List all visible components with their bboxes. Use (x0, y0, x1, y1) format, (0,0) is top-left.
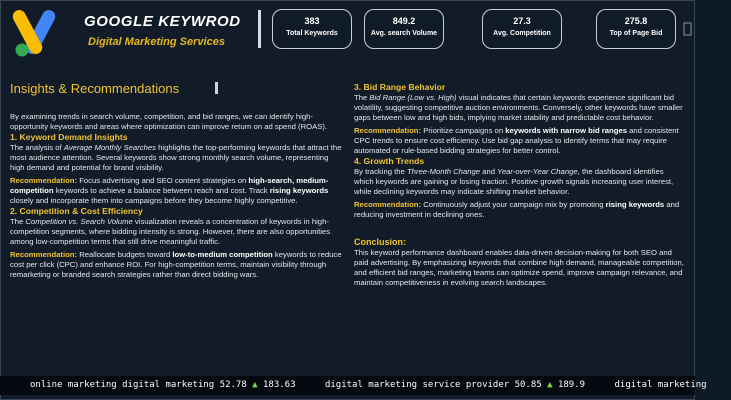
ticker-text: online marketing digital marketing 52.78 (30, 380, 253, 390)
text-run: highlights the top-performing keywords that attract the most audience attention. Several keywords show strong monthly search volume, representing high demand and potential for brand visibility. (10, 143, 342, 172)
text-run: , the dashboard identifies which keywords are gaining or losing traction. Positive growth signals increasing user interest, while declining keywords may indicate shifting market behavior. (354, 167, 674, 196)
text-run: and consistent CPC trends to ensure cost efficiency. Use bid gap analysis to identify terms that may require automated or rule-based bidding strategies for better control. (354, 126, 679, 155)
text-run-italic: Competition vs. Search Volume (25, 217, 133, 226)
text-run: The analysis of (10, 143, 64, 152)
ticker-change: 183.63 (257, 380, 296, 390)
kpi-label: Top of Page Bid (609, 30, 663, 37)
ticker-item[interactable] (30, 380, 296, 390)
text-run-italic: Three-Month Change (406, 167, 481, 176)
insights-left-column (10, 78, 342, 280)
kpi-value: 383 (304, 16, 320, 26)
google-ads-logo-icon (10, 6, 74, 56)
dashboard-title: GOOGLE KEYWROD (84, 13, 241, 30)
bid-range-recommendation (354, 126, 684, 156)
text-run: The (10, 217, 26, 226)
text-run: visualization reveals a concentration of keywords in high-competition segments, where bidding intensity is strong. However, there are also opportunities among low-competition terms that still drive meaningful traffic. (10, 217, 331, 246)
header-divider (258, 10, 261, 48)
insights-right-column (354, 82, 684, 288)
section-heading (10, 82, 342, 96)
text-run-italic: Year-over-Year Change (497, 167, 578, 176)
competition-recommendation (10, 250, 342, 280)
kpi-top-of-page-bid (596, 9, 676, 49)
text-run: Prioritize campaigns on (421, 126, 506, 135)
growth-trends-heading: 4. Growth Trends (354, 156, 425, 166)
bid-range-paragraph (354, 93, 684, 123)
text-run: and (480, 167, 498, 176)
text-run-bold: low-to-medium competition (172, 250, 273, 259)
conclusion-paragraph: This keyword performance dashboard enables data-driven decision-making for both SEO and paid advertising. By emphasizing keywords that combine high demand, manageable competition, and efficient bid ranges, marketing teams can optimize spend, improve campaign relevance, and maintain competitiveness in evolving search landscapes. (354, 248, 684, 287)
recommendation-label: Recommendation: (354, 126, 422, 135)
up-arrow-icon: ▲ (252, 380, 258, 390)
text-run: The (354, 93, 370, 102)
text-run-bold: keywords with narrow bid ranges (505, 126, 627, 135)
keyword-ticker (0, 376, 707, 395)
text-cursor-icon (215, 82, 218, 94)
ticker-change: 189.9 (552, 380, 586, 390)
recommendation-label: Recommendation: (10, 176, 78, 185)
text-run-italic: Bid Range (Low vs. High) (369, 93, 457, 102)
text-run: keywords to achieve a balance between reach and cost. Track (53, 186, 270, 195)
text-run-bold: rising keywords (605, 200, 665, 209)
bid-range-heading: 3. Bid Range Behavior (354, 82, 446, 92)
kpi-label: Avg. Competition (493, 30, 551, 37)
up-arrow-icon: ▲ (547, 380, 553, 390)
kpi-avg-competition (482, 9, 562, 49)
text-run: Continuously adjust your campaign mix by promoting (421, 200, 606, 209)
dashboard-subtitle: Digital Marketing Services (88, 36, 225, 48)
kpi-value: 27.3 (513, 16, 531, 26)
ticker-track (30, 380, 731, 390)
spacer (354, 220, 684, 236)
growth-trends-paragraph (354, 167, 684, 197)
competition-heading: 2. Competition & Cost Efficiency (10, 206, 143, 216)
kpi-value: 849.2 (392, 16, 416, 26)
growth-trends-recommendation (354, 200, 684, 220)
text-run: visual indicates that certain keywords experience significant bid volatility, suggesting competitive auction environments. Conversely, other keywords have smaller gaps between low and high bids, implying market stability and predictable cost behavior. (354, 93, 683, 122)
kpi-total-keywords (272, 9, 352, 49)
kpi-value: 275.8 (624, 16, 648, 26)
keyword-demand-paragraph (10, 143, 342, 173)
ticker-item[interactable] (325, 380, 585, 390)
ticker-item[interactable] (614, 380, 706, 390)
text-run-italic: Average Monthly Searches (63, 143, 157, 152)
text-run-bold: high-search, medium-competition (10, 176, 329, 195)
recommendation-label: Recommendation: (10, 250, 78, 259)
text-run: Focus advertising and SEO content strategies on (77, 176, 249, 185)
text-run: keywords to reduce cost per click (CPC) and enhance ROI. For high-competition terms, maintain visibility through remarketing or branded search strategies rather than direct bidding wars. (10, 250, 342, 279)
text-run: By tracking the (354, 167, 407, 176)
kpi-avg-search-volume (364, 9, 444, 49)
text-run: Reallocate budgets toward (77, 250, 173, 259)
header (0, 0, 695, 62)
recommendation-label: Recommendation: (354, 200, 422, 209)
more-options-icon[interactable] (683, 22, 692, 36)
text-run-bold: rising keywords (269, 186, 329, 195)
keyword-demand-heading: 1. Keyword Demand Insights (10, 132, 128, 142)
text-run: and reducing investment in declining ones. (354, 200, 680, 219)
ticker-text: digital marketing (614, 380, 707, 390)
competition-paragraph (10, 217, 342, 247)
section-heading-text: Insights & Recommendations (10, 81, 180, 96)
keyword-demand-recommendation (10, 176, 342, 206)
conclusion-heading: Conclusion: (354, 237, 406, 247)
kpi-label: Total Keywords (286, 30, 338, 37)
ticker-text: digital marketing service provider 50.85 (324, 380, 548, 390)
text-run: closely and incorporate them into campaigns before they become highly competitive. (10, 196, 298, 205)
intro-paragraph: By examining trends in search volume, competition, and bid ranges, we can identify high-opportunity keywords and areas where optimization can improve return on ad spend (ROAS). (10, 112, 328, 131)
kpi-label: Avg. search Volume (370, 30, 438, 37)
